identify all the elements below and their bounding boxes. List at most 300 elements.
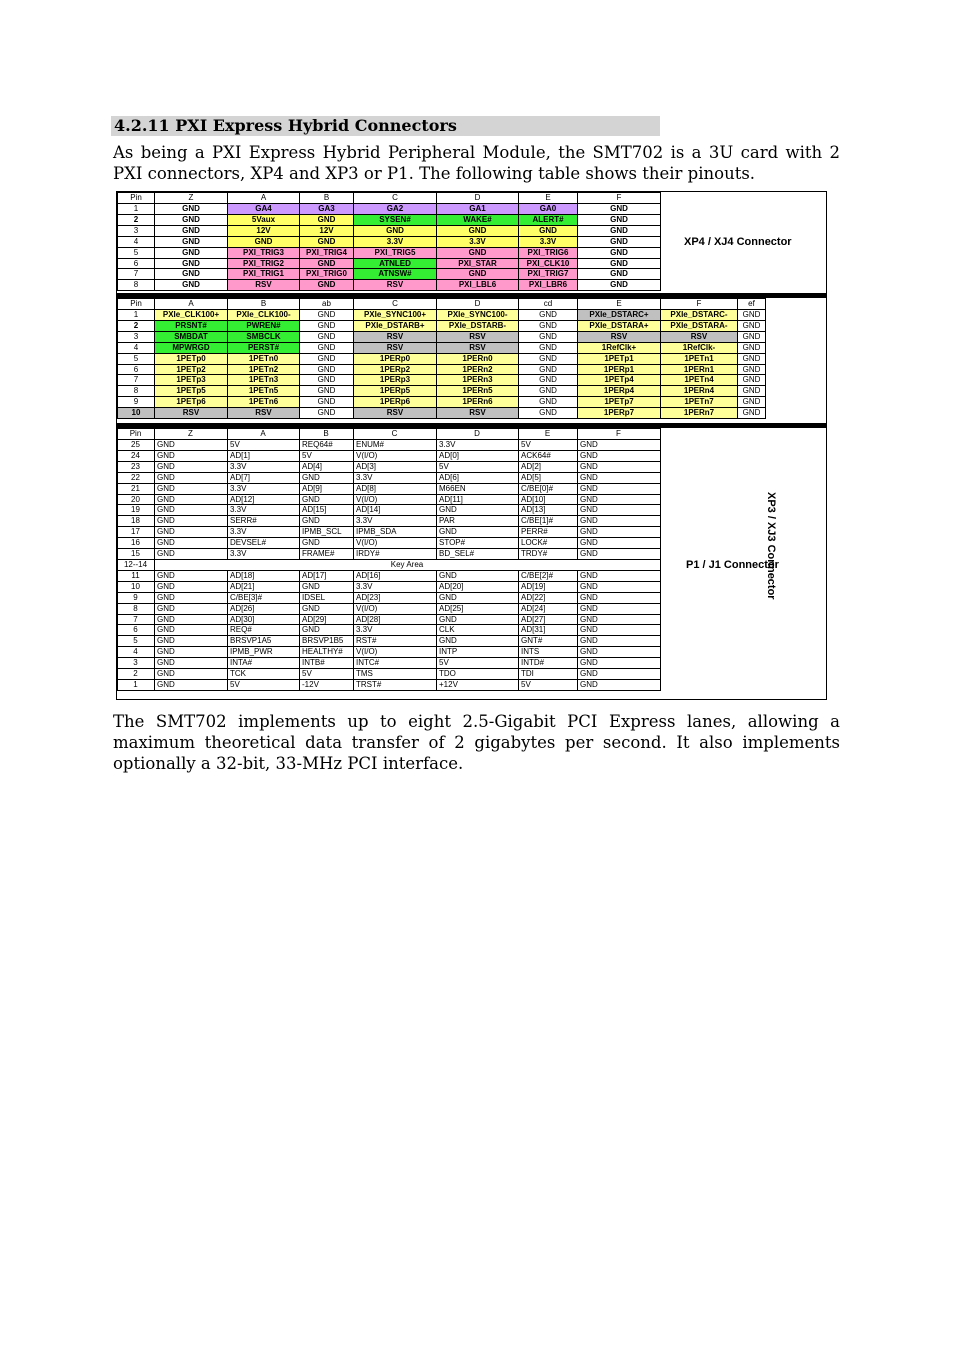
pin-cell: STOP# bbox=[437, 538, 519, 549]
pin-cell: 3.3V bbox=[228, 461, 300, 472]
table-row bbox=[118, 375, 766, 386]
pin-cell: BD_SEL# bbox=[437, 549, 519, 560]
pin-cell: PXIe_CLK100- bbox=[228, 310, 300, 321]
column-header: Pin bbox=[118, 193, 155, 204]
pin-cell: 1PERp5 bbox=[354, 386, 437, 397]
column-header: E bbox=[519, 429, 578, 440]
pin-cell: INTA# bbox=[228, 658, 300, 669]
pin-cell: GND bbox=[578, 527, 661, 538]
pin-cell: INTC# bbox=[354, 658, 437, 669]
pin-cell: PXIe_SYNC100- bbox=[437, 310, 519, 321]
pin-cell: GND bbox=[578, 592, 661, 603]
pin-cell: 3.3V bbox=[354, 472, 437, 483]
pin-cell: C/BE[0]# bbox=[519, 483, 578, 494]
table-row bbox=[118, 310, 766, 321]
pin-cell: IDSEL bbox=[300, 592, 354, 603]
pin-cell: PXIe_DSTARB- bbox=[437, 320, 519, 331]
table-row bbox=[118, 450, 661, 461]
pin-cell: PAR bbox=[437, 516, 519, 527]
pin-cell: IPMB_SDA bbox=[354, 527, 437, 538]
table-row bbox=[118, 353, 766, 364]
pin-cell: GND bbox=[519, 342, 578, 353]
pin-cell: PXIe_SYNC100+ bbox=[354, 310, 437, 321]
table-row bbox=[118, 214, 661, 225]
pin-cell: GND bbox=[300, 342, 354, 353]
pin-cell: RSV bbox=[228, 408, 300, 419]
pin-cell: GND bbox=[155, 247, 228, 258]
pin-cell: 2 bbox=[118, 669, 155, 680]
pin-cell: AD[1] bbox=[228, 450, 300, 461]
pin-cell: 1PETn6 bbox=[228, 397, 300, 408]
pin-cell: 1PETp6 bbox=[155, 397, 228, 408]
pin-cell: 1PERn3 bbox=[437, 375, 519, 386]
pin-cell: 1PERn5 bbox=[437, 386, 519, 397]
pin-cell: GND bbox=[155, 204, 228, 215]
pin-cell: GND bbox=[300, 516, 354, 527]
table-row bbox=[118, 516, 661, 527]
pin-cell: GND bbox=[155, 679, 228, 690]
pin-cell: 1PERn2 bbox=[437, 364, 519, 375]
pin-cell: 6 bbox=[118, 364, 155, 375]
pin-cell: PXI_LBR6 bbox=[519, 280, 578, 291]
pin-cell: GND bbox=[578, 450, 661, 461]
pin-cell: GND bbox=[578, 603, 661, 614]
pin-cell: TMS bbox=[354, 669, 437, 680]
pin-cell: GND bbox=[738, 364, 766, 375]
pin-cell: LOCK# bbox=[519, 538, 578, 549]
table-row bbox=[118, 538, 661, 549]
pin-cell: 1PERn7 bbox=[661, 408, 738, 419]
pin-cell: AD[9] bbox=[300, 483, 354, 494]
pin-cell: RSV bbox=[228, 280, 300, 291]
table-row bbox=[118, 636, 661, 647]
pin-cell: 1PETn1 bbox=[661, 353, 738, 364]
pin-cell: 3.3V bbox=[354, 581, 437, 592]
pin-cell: V(I/O) bbox=[354, 647, 437, 658]
pin-cell: PXI_STAR bbox=[437, 258, 519, 269]
pin-cell: GND bbox=[437, 225, 519, 236]
pin-cell: WAKE# bbox=[437, 214, 519, 225]
pin-cell: AD[2] bbox=[519, 461, 578, 472]
pin-cell: 3.3V bbox=[519, 236, 578, 247]
table-row bbox=[118, 505, 661, 516]
pin-cell: GND bbox=[738, 353, 766, 364]
pin-cell: 1PETn5 bbox=[228, 386, 300, 397]
pin-cell: GND bbox=[578, 679, 661, 690]
pin-cell: AD[10] bbox=[519, 494, 578, 505]
pin-cell: GND bbox=[437, 527, 519, 538]
pin-cell: GND bbox=[578, 214, 661, 225]
pin-cell: AD[12] bbox=[228, 494, 300, 505]
pin-cell: GND bbox=[578, 269, 661, 280]
pin-cell: 1PERp2 bbox=[354, 364, 437, 375]
pin-cell: IPMB_PWR bbox=[228, 647, 300, 658]
pin-cell: PXI_TRIG0 bbox=[300, 269, 354, 280]
pin-cell: GND bbox=[300, 386, 354, 397]
pin-cell: 12V bbox=[300, 225, 354, 236]
pin-cell: C/BE[3]# bbox=[228, 592, 300, 603]
table-row bbox=[118, 625, 661, 636]
pin-cell: GND bbox=[300, 280, 354, 291]
table-row bbox=[118, 204, 661, 215]
column-header: E bbox=[519, 193, 578, 204]
pin-cell: 8 bbox=[118, 603, 155, 614]
pin-cell: GND bbox=[519, 397, 578, 408]
pin-cell: 3.3V bbox=[228, 483, 300, 494]
table-row bbox=[118, 342, 766, 353]
pin-cell: GND bbox=[155, 669, 228, 680]
pin-cell: SERR# bbox=[228, 516, 300, 527]
table-row bbox=[118, 669, 661, 680]
pin-cell: SMBDAT bbox=[155, 331, 228, 342]
column-header: F bbox=[578, 429, 661, 440]
pin-cell: GND bbox=[300, 364, 354, 375]
pin-cell: REQ# bbox=[228, 625, 300, 636]
pin-cell: 7 bbox=[118, 614, 155, 625]
pin-cell: 24 bbox=[118, 450, 155, 461]
table-row bbox=[118, 440, 661, 451]
table-row bbox=[118, 570, 661, 581]
pin-cell: RSV bbox=[437, 331, 519, 342]
pin-cell: PXI_LBL6 bbox=[437, 280, 519, 291]
column-header: B bbox=[300, 429, 354, 440]
pin-cell: GND bbox=[155, 258, 228, 269]
pin-cell: GND bbox=[300, 581, 354, 592]
column-header: ab bbox=[300, 299, 354, 310]
pin-cell: 5V bbox=[519, 679, 578, 690]
pin-cell: 1PETn7 bbox=[661, 397, 738, 408]
pin-cell: GND bbox=[738, 310, 766, 321]
pin-cell: GND bbox=[519, 310, 578, 321]
pin-cell: AD[8] bbox=[354, 483, 437, 494]
pin-cell: GND bbox=[300, 603, 354, 614]
pin-cell: RSV bbox=[578, 331, 661, 342]
pin-cell: 9 bbox=[118, 592, 155, 603]
pin-cell: GND bbox=[300, 397, 354, 408]
pin-cell: GND bbox=[155, 636, 228, 647]
pin-cell: 5V bbox=[228, 440, 300, 451]
pin-cell: 1 bbox=[118, 679, 155, 690]
pin-cell: 1PERn0 bbox=[437, 353, 519, 364]
pin-cell: 3.3V bbox=[354, 516, 437, 527]
pin-cell: GND bbox=[519, 386, 578, 397]
pin-cell: 1PETp7 bbox=[578, 397, 661, 408]
pin-cell: AD[4] bbox=[300, 461, 354, 472]
pin-cell: PXI_TRIG2 bbox=[228, 258, 300, 269]
pin-cell: 1PERn6 bbox=[437, 397, 519, 408]
xp3-connector-label: XP3 / XJ3 Connector bbox=[765, 492, 777, 600]
pin-cell: AD[11] bbox=[437, 494, 519, 505]
table-row bbox=[118, 658, 661, 669]
pin-cell: 5 bbox=[118, 247, 155, 258]
pin-cell: AD[27] bbox=[519, 614, 578, 625]
table-row bbox=[118, 472, 661, 483]
pin-cell: 7 bbox=[118, 269, 155, 280]
column-header: Pin bbox=[118, 429, 155, 440]
pin-cell: AD[6] bbox=[437, 472, 519, 483]
pin-cell: TDI bbox=[519, 669, 578, 680]
pin-cell: 1PETp5 bbox=[155, 386, 228, 397]
pin-cell: MPWRGD bbox=[155, 342, 228, 353]
pin-cell: AD[21] bbox=[228, 581, 300, 592]
table-row bbox=[118, 647, 661, 658]
pin-cell: GND bbox=[300, 353, 354, 364]
pin-cell: 1PERp1 bbox=[578, 364, 661, 375]
pin-cell: 18 bbox=[118, 516, 155, 527]
pin-cell: GND bbox=[437, 247, 519, 258]
pin-cell: GND bbox=[155, 592, 228, 603]
pin-cell: GND bbox=[738, 408, 766, 419]
pin-cell: GND bbox=[300, 331, 354, 342]
pin-cell: ATNSW# bbox=[354, 269, 437, 280]
intro-paragraph: As being a PXI Express Hybrid Peripheral Module, the SMT702 is a 3U card with 2 PXI connectors, XP4 and XP3 or P1. The following table shows their pinouts. bbox=[113, 143, 840, 183]
pin-cell: GND bbox=[578, 516, 661, 527]
pin-cell: 5V bbox=[437, 461, 519, 472]
pin-cell: DEVSEL# bbox=[228, 538, 300, 549]
pin-cell: GND bbox=[738, 375, 766, 386]
pin-cell: AD[22] bbox=[519, 592, 578, 603]
column-header: ef bbox=[738, 299, 766, 310]
pin-cell: GND bbox=[519, 408, 578, 419]
pin-cell: AD[18] bbox=[228, 570, 300, 581]
pin-cell: GND bbox=[578, 280, 661, 291]
key-area-label: Key Area bbox=[155, 559, 661, 570]
key-area-row bbox=[118, 559, 661, 570]
pin-cell: TCK bbox=[228, 669, 300, 680]
pin-cell: GND bbox=[738, 397, 766, 408]
pin-cell: RSV bbox=[354, 342, 437, 353]
pin-cell: 3 bbox=[118, 225, 155, 236]
header-row bbox=[118, 299, 766, 310]
pin-cell: GND bbox=[155, 647, 228, 658]
table-row bbox=[118, 581, 661, 592]
pin-cell: PXI_TRIG4 bbox=[300, 247, 354, 258]
header-row bbox=[118, 193, 661, 204]
pin-cell: PXIe_DSTARC- bbox=[661, 310, 738, 321]
pin-cell: 1RefClk- bbox=[661, 342, 738, 353]
pin-cell: GND bbox=[155, 614, 228, 625]
table-row bbox=[118, 603, 661, 614]
table-row bbox=[118, 483, 661, 494]
pin-cell: 5Vaux bbox=[228, 214, 300, 225]
pin-cell: ALERT# bbox=[519, 214, 578, 225]
column-header: A bbox=[228, 429, 300, 440]
pin-cell: SMBCLK bbox=[228, 331, 300, 342]
pin-cell: +12V bbox=[437, 679, 519, 690]
column-header: D bbox=[437, 299, 519, 310]
pin-cell: 1PETn2 bbox=[228, 364, 300, 375]
pin-cell: GND bbox=[300, 494, 354, 505]
pin-cell: 3.3V bbox=[354, 625, 437, 636]
pin-cell: 3.3V bbox=[354, 236, 437, 247]
pin-cell: GND bbox=[578, 472, 661, 483]
pin-cell: GND bbox=[578, 549, 661, 560]
pin-cell: C/BE[2]# bbox=[519, 570, 578, 581]
table-row bbox=[118, 408, 766, 419]
pin-cell: GND bbox=[578, 658, 661, 669]
pin-cell: BRSVP1A5 bbox=[228, 636, 300, 647]
pin-cell: GNT# bbox=[519, 636, 578, 647]
pin-cell: PXIe_CLK100+ bbox=[155, 310, 228, 321]
column-header: A bbox=[228, 193, 300, 204]
pin-cell: PXI_TRIG5 bbox=[354, 247, 437, 258]
pin-cell: PXIe_DSTARA+ bbox=[578, 320, 661, 331]
pin-cell: PXI_TRIG3 bbox=[228, 247, 300, 258]
column-header: Z bbox=[155, 429, 228, 440]
pin-cell: GND bbox=[300, 310, 354, 321]
pin-cell: GND bbox=[738, 331, 766, 342]
pin-cell: RST# bbox=[354, 636, 437, 647]
pin-cell: 1PETn0 bbox=[228, 353, 300, 364]
pin-cell: 7 bbox=[118, 375, 155, 386]
pin-cell: GND bbox=[155, 269, 228, 280]
pin-cell: AD[20] bbox=[437, 581, 519, 592]
pin-cell: 9 bbox=[118, 397, 155, 408]
table-row bbox=[118, 494, 661, 505]
pin-cell: 10 bbox=[118, 408, 155, 419]
xp4-table bbox=[117, 192, 661, 291]
pin-cell: 1PERp0 bbox=[354, 353, 437, 364]
column-header: Pin bbox=[118, 299, 155, 310]
table-row bbox=[118, 331, 766, 342]
pin-cell: 17 bbox=[118, 527, 155, 538]
pin-cell: AD[23] bbox=[354, 592, 437, 603]
pin-cell: AD[25] bbox=[437, 603, 519, 614]
pin-cell: 4 bbox=[118, 647, 155, 658]
pin-cell: 11 bbox=[118, 570, 155, 581]
pin-cell: 2 bbox=[118, 320, 155, 331]
pin-cell: 6 bbox=[118, 625, 155, 636]
pinout-table bbox=[116, 191, 827, 700]
pin-cell: AD[16] bbox=[354, 570, 437, 581]
pin-cell: 1 bbox=[118, 204, 155, 215]
pin-cell: AD[24] bbox=[519, 603, 578, 614]
pin-cell: HEALTHY# bbox=[300, 647, 354, 658]
pin-cell: 5V bbox=[228, 679, 300, 690]
pin-cell: 3 bbox=[118, 331, 155, 342]
column-header: cd bbox=[519, 299, 578, 310]
pin-cell: 21 bbox=[118, 483, 155, 494]
column-header: B bbox=[300, 193, 354, 204]
table-row bbox=[118, 386, 766, 397]
pin-cell: SYSEN# bbox=[354, 214, 437, 225]
pin-cell: V(I/O) bbox=[354, 450, 437, 461]
pin-cell: ATNLED bbox=[354, 258, 437, 269]
table-row bbox=[118, 679, 661, 690]
pin-cell: PERR# bbox=[519, 527, 578, 538]
pin-cell: PXI_CLK10 bbox=[519, 258, 578, 269]
pin-cell: 1PERp6 bbox=[354, 397, 437, 408]
pin-cell: AD[7] bbox=[228, 472, 300, 483]
pin-cell: GND bbox=[578, 461, 661, 472]
pin-cell: 23 bbox=[118, 461, 155, 472]
column-header: F bbox=[578, 193, 661, 204]
pin-cell: GND bbox=[155, 450, 228, 461]
pin-cell: GND bbox=[578, 505, 661, 516]
table-row bbox=[118, 258, 661, 269]
table-row bbox=[118, 461, 661, 472]
column-header: D bbox=[437, 193, 519, 204]
pin-cell: 22 bbox=[118, 472, 155, 483]
pin-cell: PWREN# bbox=[228, 320, 300, 331]
pin-cell: AD[17] bbox=[300, 570, 354, 581]
pin-cell: GND bbox=[155, 658, 228, 669]
section-heading: 4.2.11 PXI Express Hybrid Connectors bbox=[111, 116, 660, 136]
pin-cell: INTB# bbox=[300, 658, 354, 669]
pin-cell: GND bbox=[519, 375, 578, 386]
pin-cell: GND bbox=[300, 375, 354, 386]
pin-cell: 1PETp2 bbox=[155, 364, 228, 375]
pin-cell: 1PETp4 bbox=[578, 375, 661, 386]
pin-cell: 5V bbox=[519, 440, 578, 451]
pin-cell: 25 bbox=[118, 440, 155, 451]
pin-cell: GND bbox=[155, 527, 228, 538]
pin-cell: GND bbox=[300, 472, 354, 483]
column-header: C bbox=[354, 193, 437, 204]
pin-cell: GND bbox=[578, 625, 661, 636]
pin-cell: 8 bbox=[118, 280, 155, 291]
pin-cell: AD[0] bbox=[437, 450, 519, 461]
table-row bbox=[118, 269, 661, 280]
pin-cell: PXI_TRIG1 bbox=[228, 269, 300, 280]
pin-cell: GND bbox=[155, 483, 228, 494]
pin-cell: 1PERn1 bbox=[661, 364, 738, 375]
pin-cell: 3.3V bbox=[437, 440, 519, 451]
table-row bbox=[118, 236, 661, 247]
pin-cell: GND bbox=[155, 472, 228, 483]
pin-cell: GND bbox=[578, 647, 661, 658]
pin-cell: GA3 bbox=[300, 204, 354, 215]
pin-cell: GND bbox=[437, 592, 519, 603]
pin-cell: AD[19] bbox=[519, 581, 578, 592]
pin-cell: AD[26] bbox=[228, 603, 300, 614]
column-header: D bbox=[437, 429, 519, 440]
pin-cell: GND bbox=[519, 225, 578, 236]
pin-cell: GND bbox=[437, 570, 519, 581]
pin-cell: GND bbox=[155, 494, 228, 505]
pin-cell: GND bbox=[437, 505, 519, 516]
pin-cell: 20 bbox=[118, 494, 155, 505]
xp4-connector-label: XP4 / XJ4 Connector bbox=[684, 236, 792, 248]
pin-cell: GND bbox=[300, 236, 354, 247]
pin-cell: GND bbox=[519, 353, 578, 364]
pin-cell: CLK bbox=[437, 625, 519, 636]
pin-cell: 3.3V bbox=[228, 549, 300, 560]
pin-cell: GND bbox=[437, 269, 519, 280]
pin-cell: GND bbox=[519, 364, 578, 375]
pin-cell: RSV bbox=[661, 331, 738, 342]
pin-cell: GND bbox=[228, 236, 300, 247]
pin-cell: GND bbox=[578, 494, 661, 505]
table-row bbox=[118, 549, 661, 560]
pin-cell: BRSVP1B5 bbox=[300, 636, 354, 647]
pin-cell: RSV bbox=[437, 342, 519, 353]
pin-cell: GND bbox=[155, 440, 228, 451]
table-row bbox=[118, 397, 766, 408]
pin-cell: C/BE[1]# bbox=[519, 516, 578, 527]
pin-cell: 3.3V bbox=[228, 505, 300, 516]
header-row bbox=[118, 429, 661, 440]
pin-cell: AD[14] bbox=[354, 505, 437, 516]
column-header: E bbox=[578, 299, 661, 310]
pin-cell: ENUM# bbox=[354, 440, 437, 451]
pin-cell: RSV bbox=[354, 408, 437, 419]
pin-cell: INTD# bbox=[519, 658, 578, 669]
pin-cell: 4 bbox=[118, 342, 155, 353]
pin-cell: AD[13] bbox=[519, 505, 578, 516]
pin-cell: GND bbox=[300, 408, 354, 419]
pin-cell: GA2 bbox=[354, 204, 437, 215]
